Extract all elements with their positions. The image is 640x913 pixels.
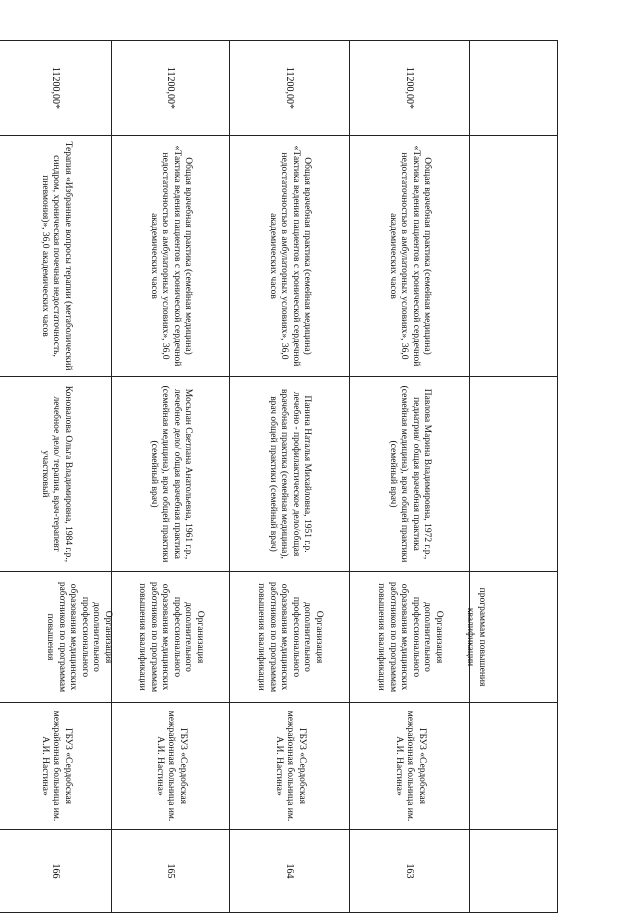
type-text: программам повышения квалификации [465, 587, 487, 687]
price-cell: 11200,00* [0, 41, 112, 136]
type-cell: Организация дополнительного профессионального образования медицинских работников по программам повышения квалификации [112, 572, 230, 703]
table-row [230, 41, 350, 913]
training-table [0, 40, 558, 913]
program-cell: Общая врачебная практика (семейная медицина) «Тактика ведения пациентов с хронической сердечной недостаточностью в амбулаторных условиях», 36,0 академических часов [230, 136, 350, 377]
price-cell: 11200,00* [230, 41, 350, 136]
number-cell: 164 [230, 830, 350, 913]
number-cell: 165 [112, 830, 230, 913]
organization-cell: ГБУЗ «Сердобская межрайонная больница им. А.И. Настина» [112, 703, 230, 830]
number-cell: 166 [0, 830, 112, 913]
price-cell [470, 41, 558, 136]
price-cell: 11200,00* [112, 41, 230, 136]
type-cell [0, 572, 112, 703]
number-cell [470, 830, 558, 913]
organization-cell: ГБУЗ «Сердобская межрайонная больница им. А.И. Настина» [350, 703, 470, 830]
program-cell: Терапия «Избранные вопросы терапии (метаболический синдром, хроническая почечная недостаточность, пневмония)», 36,0 академических часов [0, 136, 112, 377]
price-cell: 11200,00* [350, 41, 470, 136]
person-cell: Павлова Марина Владимировна, 1972 г.р., педиатрия/ общая врачебная практика (семейная медицина), врач общей практики (семейный врач) [350, 377, 470, 572]
table-row-header [470, 41, 558, 913]
person-cell: Мосьпан Светлана Анатольевна, 1961 г.р., лечебное дело/ общая врачебная практика (семейная медицина), врач общей практики (семейный врач) [112, 377, 230, 572]
organization-cell: ГБУЗ «Сердобская межрайонная больница им. А.И. Настина» [0, 703, 112, 830]
person-cell [470, 377, 558, 572]
type-cell [465, 572, 558, 703]
type-cell: Организация дополнительного профессионального образования медицинских работников по программам повышения квалификации [230, 572, 350, 703]
type-text: Организация дополнительного профессионального образования медицинских работников по программам повышения [45, 581, 113, 693]
organization-cell: ГБУЗ «Сердобская межрайонная больница им. А.И. Настина» [230, 703, 350, 830]
table-row [112, 41, 230, 913]
table-row [350, 41, 470, 913]
number-cell: 163 [350, 830, 470, 913]
program-cell: Общая врачебная практика (семейная медицина) «Тактика ведения пациентов с хронической сердечной недостаточностью в амбулаторных условиях», 36,0 академических часов [112, 136, 230, 377]
table-row [0, 41, 112, 913]
person-cell: Коновалова Ольга Владимировна, 1984 г.р., лечебное дело/ терапия, врач-терапевт участковый [0, 377, 112, 572]
type-cell: Организация дополнительного профессионального образования медицинских работников по программам повышения квалификации [350, 572, 470, 703]
organization-cell [470, 703, 558, 830]
program-cell: Общая врачебная практика (семейная медицина) «Тактика ведения пациентов с хронической сердечной недостаточностью в амбулаторных условиях», 36,0 академических часов [350, 136, 470, 377]
rotated-table-wrapper [38, 40, 558, 879]
program-cell [470, 136, 558, 377]
person-cell: Панина Наталья Михайловна, 1951 г.р. лечебно - профилактическое дело/общая врачебная практика (семейная медицина), врач общей практики (семейный врач) [230, 377, 350, 572]
